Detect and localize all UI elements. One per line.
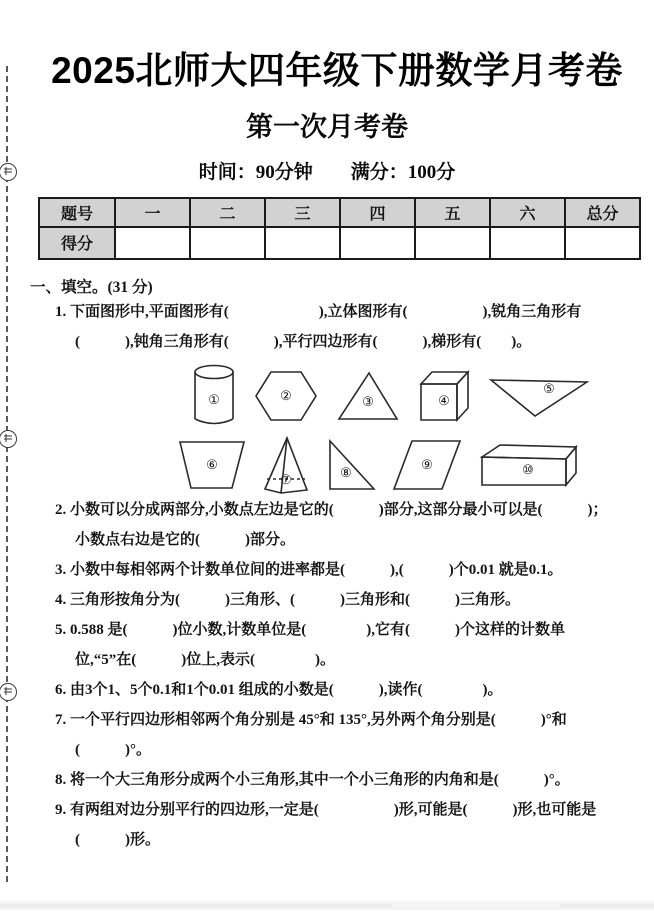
shape-parallelogram xyxy=(392,439,462,491)
shape-hexagon xyxy=(254,369,318,423)
shape-acute-triangle xyxy=(337,371,399,421)
question-line: 9. 有两组对边分别平行的四边形,一定是( )形,可能是( )形,也可能是 xyxy=(55,801,597,818)
shape-number: ⑧ xyxy=(340,465,352,481)
shape-number: ⑨ xyxy=(421,456,433,472)
score-header-cell: 五 xyxy=(415,198,490,227)
shape-number: ① xyxy=(208,392,220,408)
question-line: 8. 将一个大三角形分成两个小三角形,其中一个小三角形的内角和是( )°。 xyxy=(55,771,570,788)
score-row-label: 得分 xyxy=(39,227,115,259)
score-header-cell: 总分 xyxy=(565,198,640,227)
score-cell xyxy=(565,227,640,259)
score-header-cell: 四 xyxy=(340,198,415,227)
seal-line xyxy=(6,66,8,882)
question-3 xyxy=(30,555,640,585)
shape-number: ⑥ xyxy=(206,456,218,472)
shape-obtuse-triangle xyxy=(489,374,589,418)
page-subtitle: 第一次月考卷 xyxy=(246,111,408,142)
question-line: 7. 一个平行四边形相邻两个角分别是 45°和 135°,另外两个角分别是( )°和 xyxy=(55,711,567,728)
shape-number: ⑩ xyxy=(522,462,534,478)
score-cell xyxy=(265,227,340,259)
score-header-cell: 三 xyxy=(265,198,340,227)
question-line: 位,“5”在( )位上,表示( )。 xyxy=(75,651,335,668)
question-line: ( ),钝角三角形有( ),平行四边形有( ),梯形有( )。 xyxy=(75,333,532,350)
question-line: 5. 0.588 是( )位小数,计数单位是( ),它有( )个这样的计数单 xyxy=(55,621,565,638)
question-line: ( )°。 xyxy=(75,741,151,758)
question-9 xyxy=(30,795,640,855)
question-line: 3. 小数中每相邻两个计数单位间的进率都是( ),( )个0.01 就是0.1。 xyxy=(55,561,563,578)
score-cell xyxy=(340,227,415,259)
score-header-cell: 题号 xyxy=(39,198,115,227)
score-table-header-row xyxy=(39,198,640,227)
questions xyxy=(30,297,640,855)
question-line: 2. 小数可以分成两部分,小数点左边是它的( )部分,这部分最小可以是( )； xyxy=(55,501,608,518)
shape-number: ⑤ xyxy=(543,381,555,397)
question-line: 6. 由3个1、5个0.1和1个0.01 组成的小数是( ),读作( )。 xyxy=(55,681,503,698)
question-6 xyxy=(30,675,640,705)
score-cell xyxy=(490,227,565,259)
score-header-cell: 二 xyxy=(190,198,265,227)
shape-number: ⑦ xyxy=(280,471,292,487)
shape-cylinder xyxy=(193,364,235,428)
question-4 xyxy=(30,585,640,615)
shape-number: ④ xyxy=(438,393,450,409)
question-5 xyxy=(30,615,640,675)
question-line: 小数点右边是它的( )部分。 xyxy=(75,531,295,548)
question-7 xyxy=(30,705,640,765)
score-cell xyxy=(190,227,265,259)
exam-meta: 时间：90分钟 满分：100分 xyxy=(198,161,456,183)
shape-cube xyxy=(418,368,470,424)
shape-trapezoid xyxy=(178,440,246,490)
score-header-cell: 六 xyxy=(490,198,565,227)
score-cell xyxy=(415,227,490,259)
shape-number: ② xyxy=(280,387,292,403)
page-title: 2025北师大四年级下册数学月考卷 xyxy=(51,50,623,91)
question-line: 1. 下面图形中,平面图形有( ),立体图形有( ),锐角三角形有 xyxy=(55,303,582,320)
section-title: 一、填空。(31 分) xyxy=(30,278,153,296)
seal-stamp-icon xyxy=(0,683,17,701)
score-table-score-row xyxy=(39,227,640,259)
seal-stamp-icon xyxy=(0,430,17,448)
shape-cuboid xyxy=(478,441,578,489)
question-line: 4. 三角形按角分为( )三角形、( )三角形和( )三角形。 xyxy=(55,591,520,608)
shape-figures xyxy=(30,361,640,495)
question-1 xyxy=(30,297,640,357)
question-line: ( )形。 xyxy=(75,831,160,848)
shape-right-triangle xyxy=(326,439,376,491)
score-cell xyxy=(115,227,190,259)
shape-number: ③ xyxy=(362,394,374,410)
question-8 xyxy=(30,765,640,795)
page-bottom-shade xyxy=(0,901,654,910)
score-header-cell: 一 xyxy=(115,198,190,227)
score-table xyxy=(38,197,641,260)
shape-pyramid xyxy=(262,436,310,494)
question-2 xyxy=(30,495,640,555)
